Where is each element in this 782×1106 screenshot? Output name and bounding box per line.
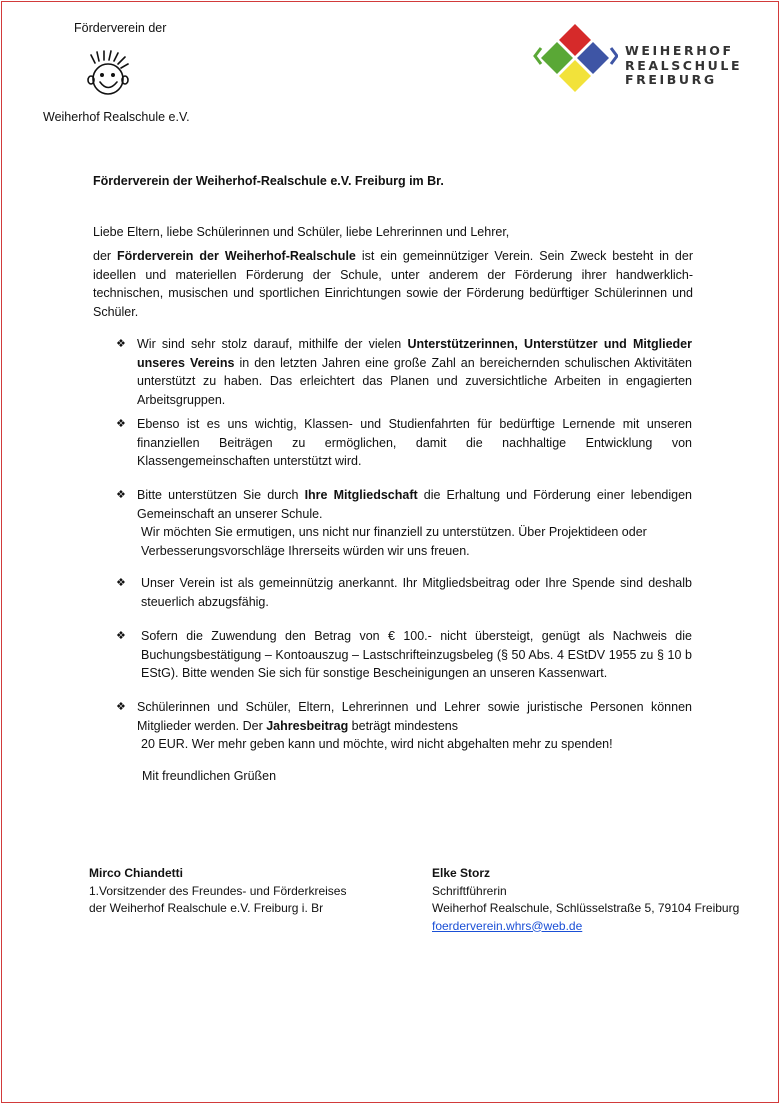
signer-name-right: Elke Storz bbox=[432, 866, 491, 880]
bullet-item-4 bbox=[116, 574, 692, 611]
bullet-5-text: Sofern die Zuwendung den Betrag von € 100.- nicht übersteigt, genügt als Nachweis die Buchungsbestätigung – Kontoauszug – Lastschrifteinzugsbeleg (§ 50 Abs. 4 EStDV 1955 zu § 10 b EStG). Bitte wenden Sie sich für sonstige Bescheinigungen an unseren Kassenwart. bbox=[141, 629, 692, 680]
bullet-item-2 bbox=[116, 415, 692, 471]
bullet-3-post: die Erhaltung und Förderung einer lebendigen Gemeinschaft an unserer Schule. bbox=[137, 488, 692, 521]
bullet-1-post: in den letzten Jahren eine große Zahl an bereichernden schulischen Aktivitäten unterstützt zu haben. Das erleichtert das Planen und zuversichtliche Arbeiten in engagierten Arbeitsgruppen. bbox=[137, 355, 692, 407]
bullet-1-bold: Unterstützerinnen, Unterstützer und Mitglieder unseres Vereins bbox=[137, 337, 692, 370]
bullet-diamond-icon: ❖ bbox=[116, 576, 126, 589]
signature-right bbox=[432, 865, 739, 935]
document-heading: Förderverein der Weiherhof-Realschule e.V. Freiburg im Br. bbox=[93, 174, 444, 188]
bullet-item-5 bbox=[116, 627, 692, 683]
email-link[interactable]: foerderverein.whrs@web.de bbox=[432, 918, 583, 933]
school-logo-text bbox=[625, 44, 742, 88]
bullet-6-pre: Schülerinnen und Schüler, Eltern, Lehrerinnen und Lehrer sowie juristische Personen können Mitglieder werden. Der bbox=[137, 700, 692, 733]
bullet-diamond-icon: ❖ bbox=[116, 337, 126, 350]
logo-line-2: REALSCHULE bbox=[625, 57, 743, 73]
bullet-6-sub: 20 EUR. Wer mehr geben kann und möchte, wird nicht abgehalten mehr zu spenden! bbox=[141, 737, 613, 751]
bullet-2-text: Ebenso ist es uns wichtig, Klassen- und Studienfahrten für bedürftige Lernende mit unseren finanziellen Beiträgen zu ermöglichen, damit die nachhaltige Entwicklung von Klassengemeinschaften unterstützt wird. bbox=[137, 417, 692, 468]
bullet-6-bold: Jahresbeitrag bbox=[266, 718, 349, 733]
bullet-diamond-icon: ❖ bbox=[116, 417, 126, 430]
bullet-3-sub: Wir möchten Sie ermutigen, uns nicht nur finanziell zu unterstützen. Über Projektideen oder Verbesserungsvorschläge Ihrerseits würden wir uns freuen. bbox=[141, 525, 647, 558]
bullet-3-bold: Ihre Mitgliedschaft bbox=[304, 488, 418, 502]
bullet-1-pre: Wir sind sehr stolz darauf, mithilfe der vielen bbox=[137, 337, 408, 351]
bullet-6-post: beträgt mindestens bbox=[348, 718, 458, 733]
closing-greeting: Mit freundlichen Grüßen bbox=[142, 769, 277, 783]
weiherhof-logo-icon bbox=[533, 22, 618, 107]
bullet-diamond-icon: ❖ bbox=[116, 488, 126, 501]
signer-role-right: Schriftführerin bbox=[432, 883, 507, 898]
bullet-item-6 bbox=[116, 698, 692, 754]
bullet-item-1 bbox=[116, 335, 692, 409]
signer-address-right: Weiherhof Realschule, Schlüsselstraße 5, 79104 Freiburg bbox=[432, 901, 740, 915]
intro-pre: der bbox=[93, 249, 118, 263]
smiley-face-icon bbox=[86, 49, 132, 101]
association-name-top: Förderverein der bbox=[74, 21, 167, 35]
intro-paragraph bbox=[93, 247, 693, 321]
bullet-4-text: Unser Verein ist als gemeinnützig anerkannt. Ihr Mitgliedsbeitrag oder Ihre Spende sind deshalb steuerlich abzugsfähig. bbox=[141, 576, 692, 609]
logo-line-1: WEIHERHOF bbox=[625, 43, 734, 58]
signer-role-left: 1.Vorsitzender des Freundes- und Förderkreises bbox=[89, 883, 347, 898]
signature-left bbox=[89, 865, 346, 918]
bullet-item-3 bbox=[116, 486, 692, 560]
bullet-3-pre: Bitte unterstützen Sie durch bbox=[137, 488, 305, 502]
signer-org-left: der Weiherhof Realschule e.V. Freiburg i. Br bbox=[89, 901, 324, 915]
association-name-bottom: Weiherhof Realschule e.V. bbox=[43, 110, 190, 124]
salutation: Liebe Eltern, liebe Schülerinnen und Schüler, liebe Lehrerinnen und Lehrer, bbox=[93, 225, 510, 239]
signer-name-left: Mirco Chiandetti bbox=[89, 866, 184, 880]
bullet-diamond-icon: ❖ bbox=[116, 700, 126, 713]
intro-post: ist ein gemeinnütziger Verein. Sein Zweck besteht in der ideellen und materiellen Förderung der Schule, unter anderem der Förderung ihrer handwerklich-technischen, musischen und sportlichen Einrichtungen sowie der Förderung bedürftiger Schülerinnen und Schüler. bbox=[93, 249, 693, 319]
intro-bold: Förderverein der Weiherhof-Realschule bbox=[117, 249, 356, 263]
logo-line-3: FREIBURG bbox=[625, 72, 717, 87]
bullet-diamond-icon: ❖ bbox=[116, 629, 126, 642]
